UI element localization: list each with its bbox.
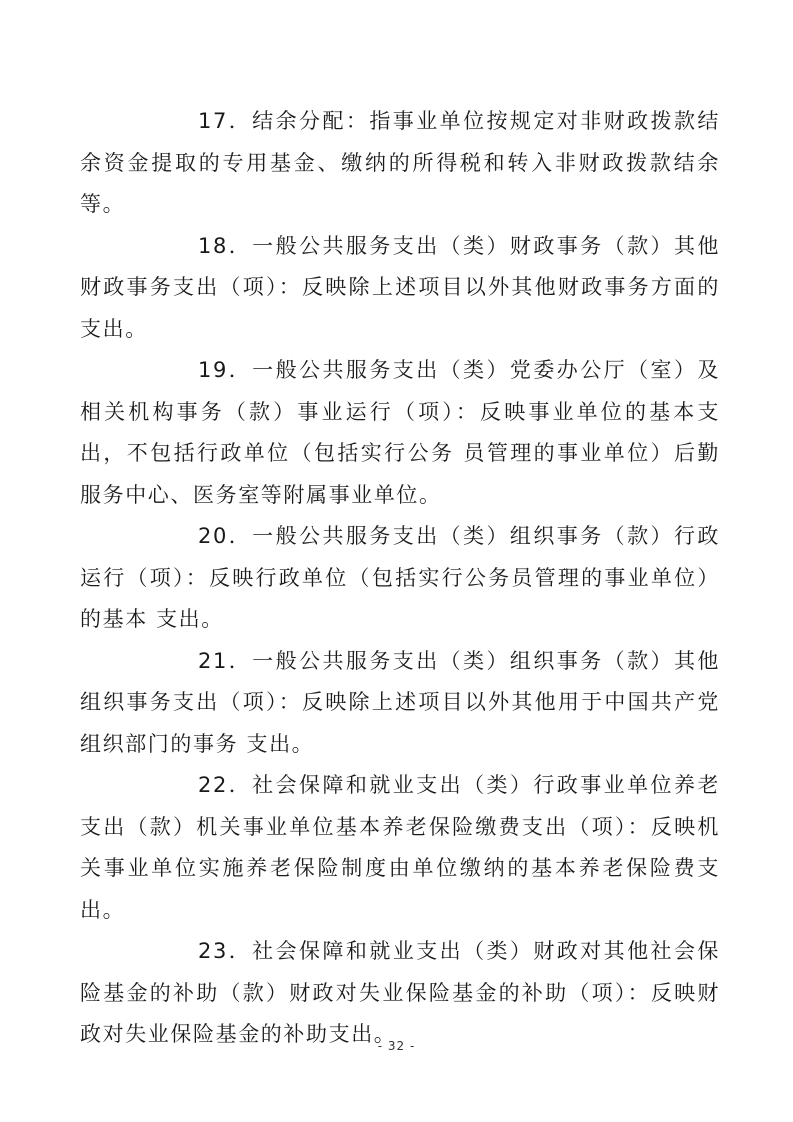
paragraph-item-23: 23．社会保障和就业支出（类）财政对其他社会保险基金的补助（款）财政对失业保险基金的补助（项）：反映财政对失业保险基金的补助支出。 (80, 939, 720, 1046)
paragraph-item-18: 18．一般公共服务支出（类）财政事务（款）其他财政事务支出（项）：反映除上述项目以外其他财政事务方面的支出。 (80, 233, 720, 341)
paragraph-item-17: 17．结余分配：指事业单位按规定对非财政拨款结余资金提取的专用基金、缴纳的所得税和转入非财政拨款结余等。 (80, 109, 720, 216)
paragraph-item-21: 21．一般公共服务支出（类）组织事务（款）其他组织事务支出（项）：反映除上述项目以外其他用于中国共产党组织部门的事务 支出。 (80, 648, 720, 756)
paragraph-item-22: 22．社会保障和就业支出（类）行政事业单位养老支出（款）机关事业单位基本养老保险缴费支出（项）：反映机关事业单位实施养老保险制度由单位缴纳的基本养老保险费支出。 (80, 773, 720, 922)
page-number: - 32 - (377, 1039, 416, 1053)
paragraph-item-19: 19．一般公共服务支出（类）党委办公厅（室）及相关机构事务（款）事业运行（项）：反映事业单位的基本支出，不包括行政单位（包括实行公务 员管理的事业单位）后勤服务中心、医务室等附属事业单位。 (80, 358, 720, 507)
paragraph-item-20: 20．一般公共服务支出（类）组织事务（款）行政运行（项）：反映行政单位（包括实行公务员管理的事业单位）的基本 支出。 (80, 524, 720, 631)
document-body (80, 101, 720, 1056)
